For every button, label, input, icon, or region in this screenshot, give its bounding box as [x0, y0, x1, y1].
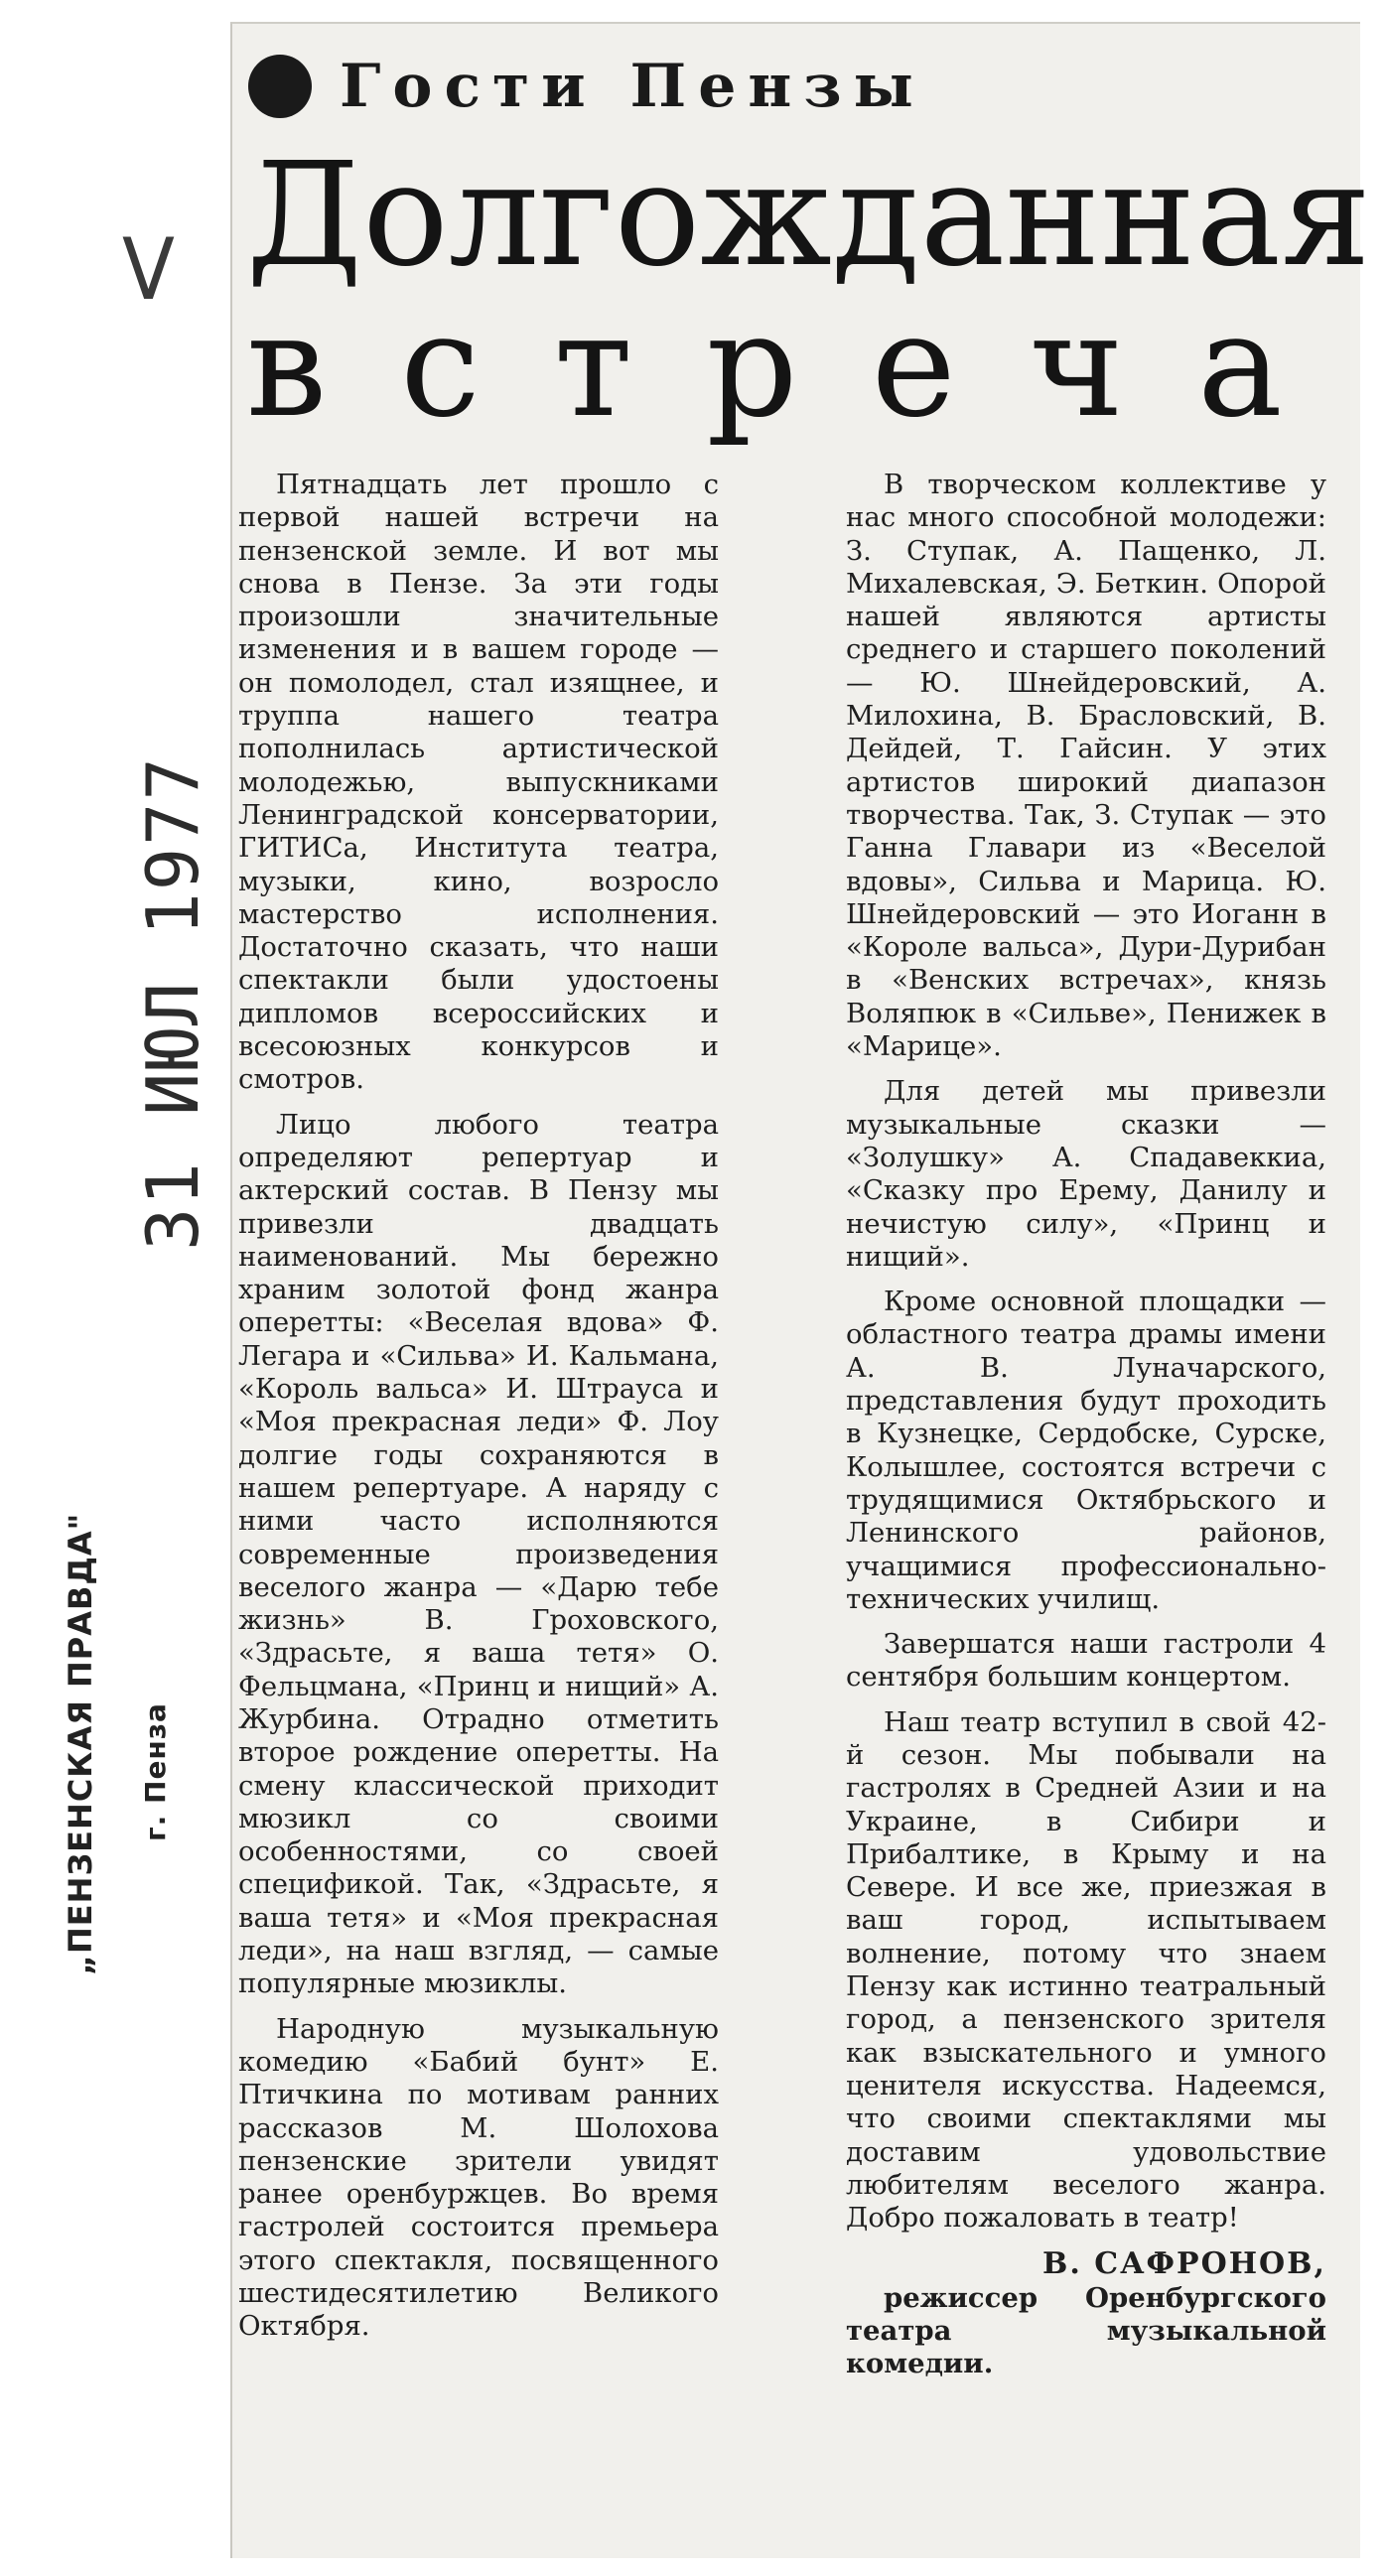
article-paragraph: Завершатся наши гастроли 4 сентября большим концертом. — [846, 1628, 1326, 1694]
rubric-bullet-icon — [248, 55, 312, 118]
author-role: режиссер Оренбургского театра музыкальной комедии. — [846, 2282, 1326, 2380]
stamp-newspaper-name: „ПЕНЗЕНСКАЯ ПРАВДА" — [62, 1512, 99, 1975]
article-paragraph: В творческом коллективе у нас много способной молодежи: З. Ступак, А. Пащенко, Л. Михалевская, Э. Беткин. Опорой нашей являются артисты среднего и старшего поколений — Ю. Шнейдеровский, А. Милохина, В. Брасловский, В. Дейдей, Т. Гайсин. У этих артистов широкий диапазон творчества. Так, З. Ступак — это Ганна Главари из «Веселой вдовы», Сильва и Марица. Ю. Шнейдеровский — это Иоганн в «Короле вальса», Дури-Дурибан в «Венских встречах», князь Воляпюк в «Сильве», Пенижек в «Марице». — [846, 469, 1326, 1063]
author-signature: В. САФРОНОВ, — [1042, 2246, 1326, 2282]
headline-line-1: Долгожданная — [246, 131, 1372, 298]
handwritten-check-mark: V — [121, 220, 175, 320]
article-paragraph: Лицо любого театра определяют репертуар и актерский состав. В Пензу мы привезли двадцать наименований. Мы бережно храним золотой фонд жанра оперетты: «Веселая вдова» Ф. Легара и «Сильва» И. Кальмана, «Король вальса» И. Штрауса и «Моя прекрасная леди» Ф. Лоу долгие годы сохраняются в нашем репертуаре. А наряду с ними часто исполняются современные произведения веселого жанра — «Дарю тебе жизнь» В. Гроховского, «Здрасьте, я ваша тетя» О. Фельцмана, «Принц и нищий» А. Журбина. Отрадно отметить второе рождение оперетты. На смену классической приходит мюзикл со своими особенностями, со своей спецификой. Так, «Здрасьте, я ваша тетя» и «Моя прекрасная леди», на наш взгляд, — самые популярные мюзиклы. — [238, 1108, 719, 2000]
article-column-left — [238, 469, 719, 2356]
stamp-date: 31 ИЮЛ 1977 — [131, 755, 214, 1251]
article-paragraph: Наш театр вступил в свой 42-й сезон. Мы побывали на гастролях в Средней Азии и на Украине, в Сибири и Прибалтике, в Крыму и на Севере. И все же, приезжая в ваш город, испытываем волнение, потому что знаем Пензу как истинно театральный город, а пензенского зрителя как взыскательного и умного ценителя искусства. Надеемся, что своими спектаклями мы доставим удовольствие любителям веселого жанра. Добро пожаловать в театр! — [846, 1705, 1326, 2235]
headline — [246, 131, 1372, 449]
article-paragraph: Пятнадцать лет прошло с первой нашей встречи на пензенской земле. И вот мы снова в Пензе. За эти годы произошли значительные изменения и в вашем городе — он помолодел, стал изящнее, и труппа нашего театра пополнилась артистической молодежью, выпускниками Ленинградской консерватории, ГИТИСа, Института театра, музыки, кино, возросло мастерство исполнения. Достаточно сказать, что наши спектакли были удостоены дипломов всероссийских и всесоюзных конкурсов и смотров. — [238, 469, 719, 1096]
article-paragraph: Для детей мы привезли музыкальные сказки — «Золушку» А. Спадавеккиа, «Сказку про Ерему, Данилу и нечистую силу», «Принц и нищий». — [846, 1075, 1326, 1273]
article-column-right — [846, 469, 1326, 2392]
stamp-city: г. Пенза — [139, 1702, 172, 1841]
rubric — [248, 52, 925, 121]
rubric-title: Гости Пензы — [340, 52, 925, 121]
article-paragraph: Кроме основной площадки — областного театра драмы имени А. В. Луначарского, представления будут проходить в Кузнецке, Сердобске, Сурске, Колышлее, состоятся встречи с трудящимися Октябрьского и Ленинского районов, учащимися профессионально-технических училищ. — [846, 1286, 1326, 1615]
article-paragraph: Народную музыкальную комедию «Бабий бунт» Е. Птичкина по мотивам ранних рассказов М. Шолохова пензенские зрители увидят ранее оренбуржцев. Во время гастролей состоится премьера этого спектакля, посвященного шестидесятилетию Великого Октября. — [238, 2012, 719, 2343]
headline-line-2: встреча — [246, 282, 1356, 449]
